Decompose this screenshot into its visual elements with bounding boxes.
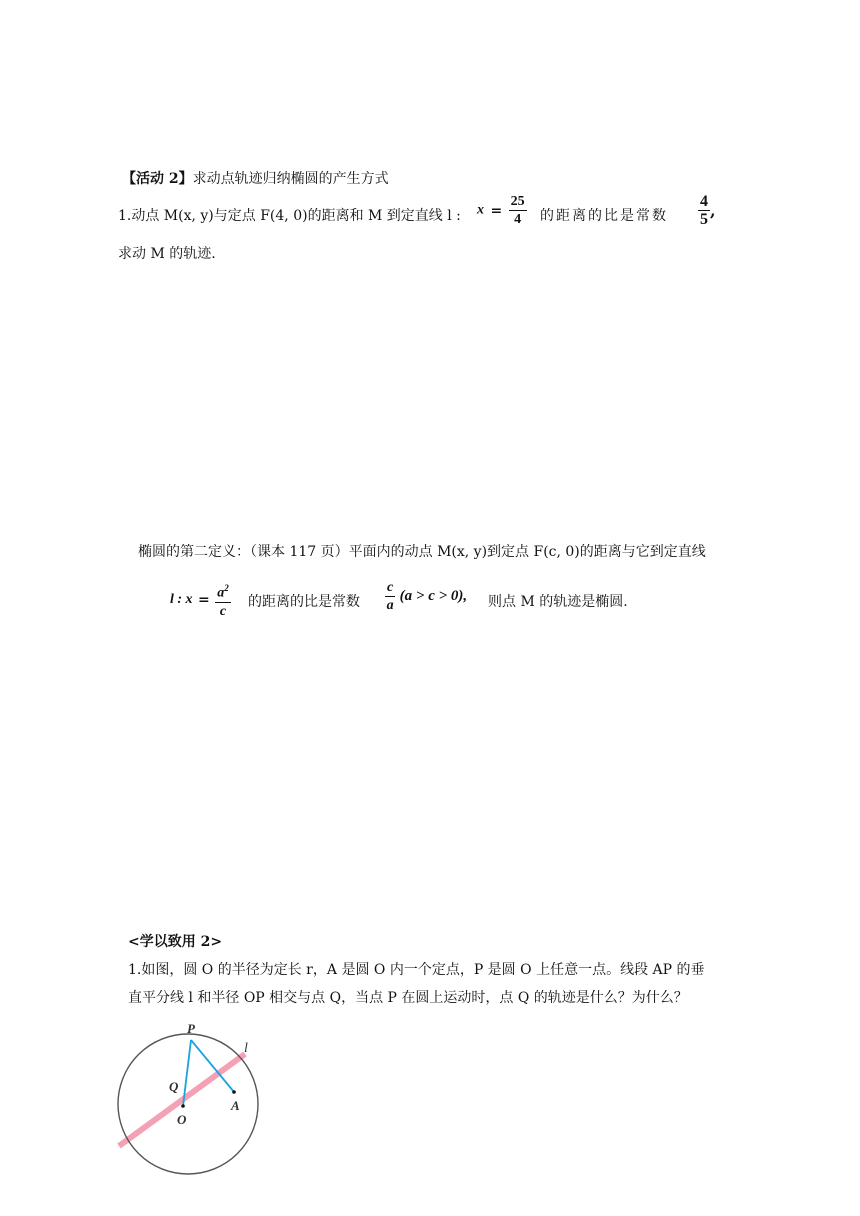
line-equation-numerator: 25 [510, 194, 525, 209]
perpendicular-bisector-l [119, 1054, 245, 1146]
apply2-heading: <学以致用 2> [128, 934, 223, 950]
definition-line-numerator-base: a [217, 585, 225, 601]
activity2-line-equation [477, 193, 527, 228]
line-equation-lhs: x [477, 202, 484, 218]
circle-figure [115, 1018, 265, 1178]
definition-text-c: 则点 M 的轨迹是椭圆. [488, 594, 628, 610]
activity2-problem1-text-b: 的距离的比是常数 [540, 208, 668, 224]
activity2-ratio [698, 193, 716, 228]
definition-text-b: 的距离的比是常数 [248, 594, 360, 610]
definition-text-a: 椭圆的第二定义：（课本 117 页）平面内的动点 M(x, y)到定点 F(c, 0)的距离与它到定直线 [138, 544, 706, 560]
definition-ratio-numerator: c [387, 580, 394, 595]
point-O [181, 1104, 185, 1108]
definition-line-numerator [215, 580, 231, 602]
definition-ratio-denominator: a [386, 598, 394, 613]
line-equation-denominator: 4 [514, 212, 522, 227]
definition-line-equals: = [198, 591, 210, 608]
definition-line-equation [170, 580, 231, 620]
definition-ratio-condition: (a > c > 0), [399, 588, 468, 604]
label-O: O [177, 1112, 187, 1127]
activity2-problem1-text-c: 求动 M 的轨迹. [118, 246, 216, 262]
label-Q: Q [169, 1079, 179, 1094]
definition-line-denominator: c [219, 603, 227, 619]
ratio-denominator: 5 [700, 211, 708, 228]
activity2-heading-bracket: 【活动 2】 [122, 171, 193, 187]
activity2-problem1-text-a: 1.动点 M(x, y)与定点 F(4, 0)的距离和 M 到定直线 l : [118, 208, 461, 224]
apply2-problem1-line1: 1.如图，圆 O 的半径为定长 r，A 是圆 O 内一个定点，P 是圆 O 上任意一点。线段 AP 的垂 [128, 962, 705, 978]
ratio-fraction [698, 193, 710, 228]
ratio-comma: , [710, 201, 716, 220]
line-equation-fraction [509, 193, 527, 228]
definition-ratio-fraction [385, 579, 395, 614]
definition-line-label: l : x [170, 591, 193, 607]
point-A [232, 1090, 236, 1094]
label-P: P [187, 1021, 195, 1036]
apply2-problem1-line2: 直平分线 l 和半径 OP 相交与点 Q，当点 P 在圆上运动时，点 Q 的轨迹是什么？为什么？ [128, 990, 688, 1006]
line-equation-equals: = [490, 202, 503, 219]
activity2-heading-title: 求动点轨迹归纳椭圆的产生方式 [192, 171, 389, 187]
definition-line-fraction [215, 580, 231, 620]
label-l: l [244, 1041, 248, 1056]
definition-ratio [385, 579, 467, 614]
definition-line-numerator-exp: 2 [224, 583, 229, 593]
ratio-numerator: 4 [700, 193, 708, 210]
label-A: A [231, 1098, 240, 1113]
activity2-heading [122, 168, 389, 188]
